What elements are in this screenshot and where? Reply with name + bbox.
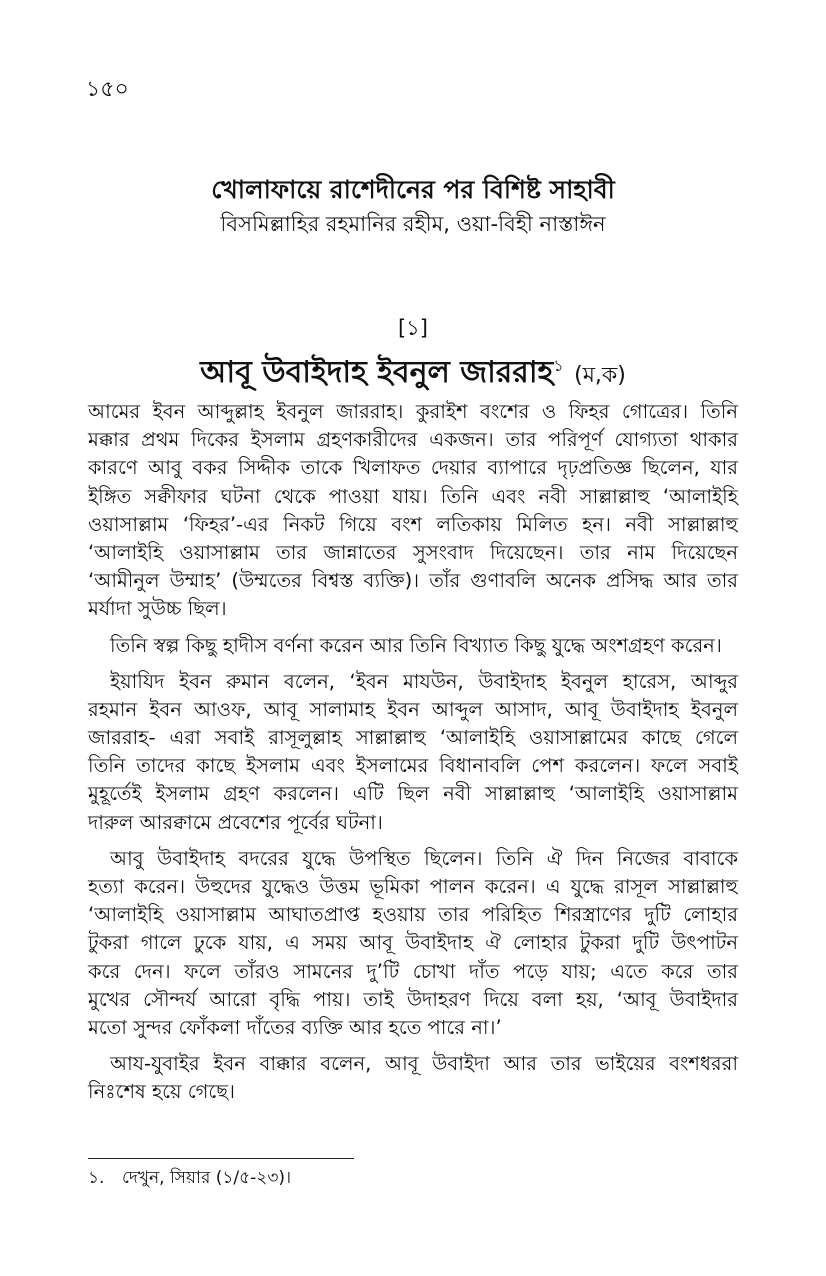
text-line: মতো সুন্দর ফোঁকলা দাঁতের ব্যক্তি আর হতে পারে না।’ — [88, 1015, 502, 1039]
paragraph — [88, 845, 738, 1042]
text-line: জাররাহ- এরা সবাই রাসূলুল্লাহ সাল্লাল্লাহু ‘আলাইহি ওয়াসাল্লামের কাছে গেলে — [88, 726, 738, 750]
paragraph — [88, 668, 738, 837]
text-line: দারুল আরক্বামে প্রবেশের পূর্বের ঘটনা। — [88, 810, 383, 834]
text-line: মর্যাদা সুউচ্চ ছিল। — [88, 597, 227, 621]
section-number: [১] — [397, 316, 428, 340]
text-line: মক্কার প্রথম দিকের ইসলাম গ্রহণকারীদের একজন। তার পরিপূর্ণ যোগ্যতা থাকার — [88, 428, 738, 452]
paragraph — [88, 398, 738, 624]
text-line: ওয়াসাল্লাম ‘ফিহর’-এর নিকট গিয়ে বংশ লতিকায় মিলিত হন। নবী সাল্লাল্লাহু — [88, 512, 738, 536]
footnote-reference[interactable]: ১ — [553, 356, 564, 375]
page-number: ১৫০ — [86, 77, 129, 102]
text-line: আমের ইবন আব্দুল্লাহ ইবনুল জাররাহ। কুরাইশ বংশের ও ফিহর গোত্রের। তিনি — [88, 400, 738, 423]
paragraph — [88, 1050, 738, 1106]
text-line: আবু উবাইদাহ বদরের যুদ্ধে উপস্থিত ছিলেন। তিনি ঐ দিন নিজের বাবাকে — [110, 846, 738, 870]
footnote — [88, 1166, 291, 1190]
paragraph — [88, 632, 738, 660]
text-line: ‘আমীনুল উম্মাহ’ (উম্মতের বিশ্বস্ত ব্যক্তি)। তাঁর গুণাবলি অনেক প্রসিদ্ধ আর তার — [88, 569, 738, 593]
footnote-divider — [88, 1158, 354, 1159]
section-heading — [0, 346, 826, 396]
text-line: করে দেন। ফলে তাঁরও সামনের দু’টি চোখা দাঁত পড়ে যায়; এতে করে তার — [88, 959, 738, 983]
bismillah-line: বিসমিল্লাহির রহমানির রহীম, ওয়া-বিহী নাস্তাঈন — [220, 212, 606, 236]
text-line: ‘আলাইহি ওয়াসাল্লাম তার জান্নাতের সুসংবাদ দিয়েছেন। তার নাম দিয়েছেন — [88, 540, 738, 564]
chapter-title: খোলাফায়ে রাশেদীনের পর বিশিষ্ট সাহাবী — [211, 175, 615, 204]
text-line: তিনি তাদের কাছে ইসলাম এবং ইসলামের বিধানাবলি পেশ করলেন। ফলে সবাই — [88, 754, 738, 778]
text-line: টুকরা গালে ঢুকে যায়, এ সময় আবূ উবাইদাহ ঐ লোহার টুকরা দুটি উৎপাটন — [88, 931, 738, 955]
text-line: রহমান ইবন আওফ, আবূ সালামাহ ইবন আব্দুল আসাদ, আবূ উবাইদাহ ইবনুল — [88, 697, 738, 721]
text-line: ইঙ্গিত সক্বীফার ঘটনা থেকে পাওয়া যায়। তিনি এবং নবী সাল্লাল্লাহু ‘আলাইহি — [88, 484, 738, 508]
text-line: মুহূর্তেই ইসলাম গ্রহণ করলেন। এটি ছিল নবী সাল্লাল্লাহু ‘আলাইহি ওয়াসাল্লাম — [88, 782, 738, 806]
text-line: কারণে আবু বকর সিদ্দীক তাকে খিলাফত দেয়ার ব্যাপারে দৃঢ়প্রতিজ্ঞ ছিলেন, যার — [88, 456, 738, 480]
body-text — [88, 398, 738, 1115]
text-line: ‘আলাইহি ওয়াসাল্লাম আঘাতপ্রাপ্ত হওয়ায় তার পরিহিত শিরস্ত্রাণের দুটি লোহার — [88, 903, 738, 927]
text-line: নিঃশেষ হয়ে গেছে। — [88, 1080, 236, 1104]
text-line: ইয়াযিদ ইবন রুমান বলেন, ‘ইবন মাযউন, উবাইদাহ ইবনুল হারেস, আব্দুর — [110, 669, 738, 693]
footnote-number: ১. — [88, 1168, 105, 1188]
text-line: হত্যা করেন। উহুদের যুদ্ধেও উত্তম ভূমিকা পালন করেন। এ যুদ্ধে রাসূল সাল্লাল্লাহু — [88, 875, 738, 898]
section-heading-text: আবূ উবাইদাহ ইবনুল জাররাহ — [200, 355, 554, 390]
footnote-text: দেখুন, সিয়ার (১/৫-২৩)। — [122, 1168, 292, 1188]
text-line: আয-যুবাইর ইবন বাক্কার বলেন, আবূ উবাইদা আর তার ভাইয়ের বংশধররা — [110, 1052, 738, 1076]
text-line: মুখের সৌন্দর্য আরো বৃদ্ধি পায়। তাই উদাহরণ দিয়ে বলা হয়, ‘আবূ উবাইদার — [88, 987, 738, 1011]
section-tag: (ম,ক) — [574, 363, 626, 388]
text-line: তিনি স্বল্প কিছু হাদীস বর্ণনা করেন আর তিনি বিখ্যাত কিছু যুদ্ধে অংশগ্রহণ করেন। — [110, 633, 722, 657]
